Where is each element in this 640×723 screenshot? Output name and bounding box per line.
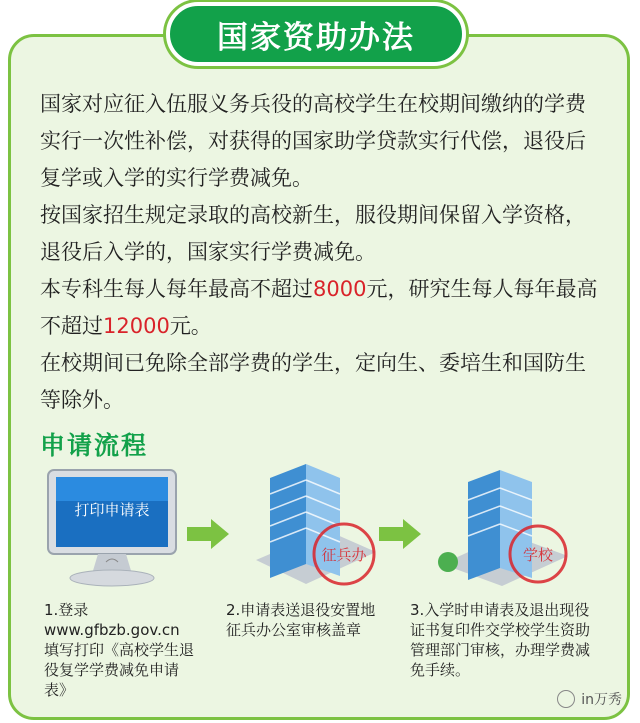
stamp-recruitment-office: 征兵办 [321, 546, 367, 564]
paragraph-admission: 按国家招生规定录取的高校新生，服役期间保留入学资格，退役后入学的，国家实行学费减免。 [40, 203, 586, 264]
step-2-text: 2.申请表送退役安置地征兵办公室审核盖章 [226, 601, 376, 639]
process-heading: 申请流程 [40, 431, 149, 460]
limits-text-a: 本专科生每人每年最高不超过 [40, 277, 313, 301]
brand-watermark [557, 689, 622, 709]
screen-label: 打印申请表 [74, 501, 150, 519]
school-building-icon [428, 460, 578, 600]
amount-undergrad: 8000 [313, 277, 367, 301]
arrow-right-icon [185, 517, 231, 551]
page-title: 国家资助办法 [166, 2, 466, 66]
amount-graduate: 12000 [103, 314, 170, 338]
step-3-text: 3.入学时申请表及退出现役证书复印件交学校学生资助管理部门审核，办理学费减免手续。 [410, 601, 591, 679]
paragraph-limits [40, 271, 606, 345]
paragraph-exclusions: 在校期间已免除全部学费的学生，定向生、委培生和国防生等除外。 [40, 351, 586, 412]
stamp-school: 学校 [522, 546, 554, 564]
office-building-icon [236, 460, 386, 600]
limits-text-c: 元。 [169, 314, 212, 338]
computer-monitor-icon [42, 466, 182, 596]
step-1-text: 1.登录www.gfbzb.gov.cn 填写打印《高校学生退役复学学费减免申请表》 [44, 601, 195, 699]
limits-text-b: 元，研究生每人每年最高不超过 [40, 277, 598, 338]
paragraph-compensation: 国家对应征入伍服义务兵役的高校学生在校期间缴纳的学费实行一次性补偿，对获得的国家助学贷款实行代偿，退役后复学或入学的实行学费减免。 [40, 92, 586, 190]
wechat-logo-icon [557, 690, 575, 708]
brand-name: in万秀 [581, 692, 622, 708]
